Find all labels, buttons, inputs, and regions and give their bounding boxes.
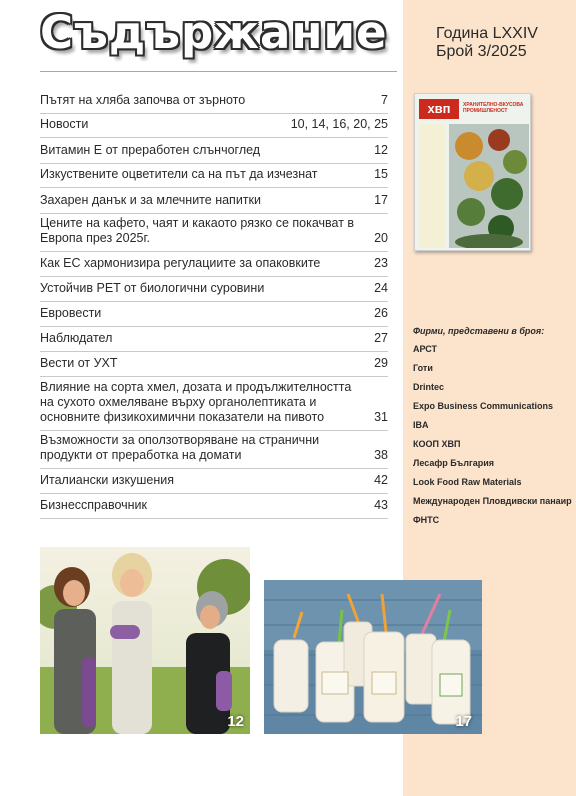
page-title: Съдържание xyxy=(40,6,388,59)
toc-title: Захарен данък и за млечните напитки xyxy=(40,193,261,207)
firm-item[interactable]: Лесафр България xyxy=(413,458,494,468)
toc-page: 17 xyxy=(374,193,388,207)
toc-entry[interactable] xyxy=(40,188,388,214)
toc-title: Влияние на сорта хмел, дозата и продължителността на сухото охмеляване върху органолептиката и основните физикохимични показатели на пивото xyxy=(40,380,352,424)
firms-title: Фирми, представени в броя: xyxy=(413,326,545,336)
toc-entry[interactable] xyxy=(40,164,388,188)
cover-logo: хвп xyxy=(419,99,459,119)
photo-page-number: 17 xyxy=(455,713,472,730)
toc-entry[interactable] xyxy=(40,252,388,277)
firm-item[interactable]: Готи xyxy=(413,363,433,373)
toc-title: Пътят на хляба започва от зърното xyxy=(40,93,246,107)
toc-entry[interactable] xyxy=(40,277,388,302)
toc-entry[interactable] xyxy=(40,88,388,114)
toc-title: Устойчив PET от биологични суровини xyxy=(40,281,265,295)
cover-contents-strip xyxy=(419,124,445,248)
firm-item[interactable]: Expo Business Communications xyxy=(413,401,554,411)
firm-item[interactable]: ФНТС xyxy=(413,515,440,525)
toc-page: 7 xyxy=(381,93,388,107)
firm-item[interactable]: Международен Пловдивски панаир xyxy=(413,496,572,506)
firm-item[interactable]: IBA xyxy=(413,420,429,430)
toc-page: 38 xyxy=(374,448,388,462)
toc-page: 27 xyxy=(374,331,388,345)
toc-title: Как ЕС хармонизира регулациите за опаковките xyxy=(40,256,321,270)
toc-page: 24 xyxy=(374,281,388,295)
toc-title: Изкуствените оцветители са на път да изчезнат xyxy=(40,167,318,181)
toc-entry[interactable] xyxy=(40,214,388,252)
photo-page-number: 12 xyxy=(227,713,244,730)
toc-page: 31 xyxy=(374,410,388,424)
magazine-cover[interactable] xyxy=(414,93,531,251)
firm-item[interactable]: АРСТ xyxy=(413,344,438,354)
toc-page: 15 xyxy=(374,167,388,181)
issue-info xyxy=(436,25,538,61)
women-yoga-photo[interactable] xyxy=(40,547,250,734)
toc-entry[interactable] xyxy=(40,352,388,377)
toc-entry[interactable] xyxy=(40,327,388,352)
milk-bottles-photo[interactable] xyxy=(264,580,482,734)
table-of-contents xyxy=(40,88,388,519)
toc-entry[interactable] xyxy=(40,138,388,164)
women-yoga-image xyxy=(40,547,250,734)
toc-title: Новости xyxy=(40,117,89,131)
toc-title: Вести от УХТ xyxy=(40,356,118,370)
issue-number: Брой 3/2025 xyxy=(436,43,527,60)
toc-page: 42 xyxy=(374,473,388,487)
toc-entry[interactable] xyxy=(40,114,388,138)
toc-page: 12 xyxy=(374,143,388,157)
header-rule xyxy=(40,71,397,72)
toc-entry[interactable] xyxy=(40,469,388,494)
firm-item[interactable]: КООП ХВП xyxy=(413,439,461,449)
toc-entry[interactable] xyxy=(40,431,388,469)
firm-item[interactable]: Look Food Raw Materials xyxy=(413,477,522,487)
toc-page: 20 xyxy=(374,231,388,245)
toc-page: 43 xyxy=(374,498,388,512)
toc-page: 23 xyxy=(374,256,388,270)
firm-item[interactable]: Drintec xyxy=(413,382,445,392)
cover-subtitle: ХРАНИТЕЛНО-ВКУСОВА ПРОМИШЛЕНОСТ xyxy=(463,102,524,114)
toc-page: 29 xyxy=(374,356,388,370)
toc-title: Бизнессправочник xyxy=(40,498,147,512)
toc-entry[interactable] xyxy=(40,377,388,431)
toc-title: Наблюдател xyxy=(40,331,113,345)
toc-title: Витамин Е от преработен слънчоглед xyxy=(40,143,261,157)
toc-page: 10, 14, 16, 20, 25 xyxy=(290,117,388,131)
toc-entry[interactable] xyxy=(40,302,388,327)
toc-page: 26 xyxy=(374,306,388,320)
toc-title: Евровести xyxy=(40,306,102,320)
issue-year: Година LXXIV xyxy=(436,25,538,42)
toc-title: Възможности за оползотворяване на странични продукти от преработка на домати xyxy=(40,433,320,462)
toc-title: Цените на кафето, чаят и какаото рязко се покачват в Европа през 2025г. xyxy=(40,216,355,245)
cover-herbs-image xyxy=(449,124,529,248)
firms-list xyxy=(413,326,573,534)
milk-bottles-image xyxy=(264,580,482,734)
toc-entry[interactable] xyxy=(40,494,388,519)
toc-title: Италиански изкушения xyxy=(40,473,175,487)
